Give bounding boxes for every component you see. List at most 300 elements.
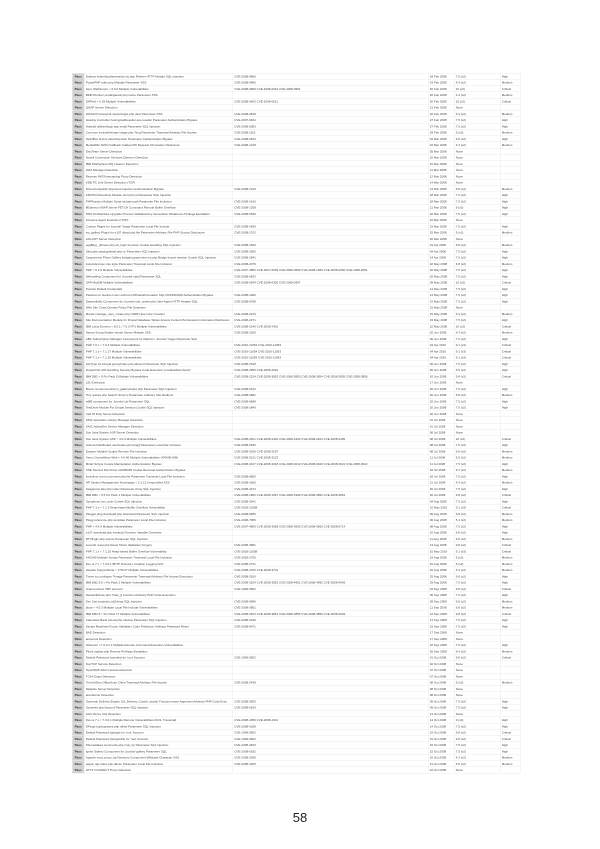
cve-list: CVE-2008-6122	[233, 386, 429, 392]
table-row	[72, 767, 520, 773]
cve-list: CVE-2008-2840	[233, 404, 429, 410]
cvss-score: 6.8 (v2)	[454, 136, 500, 142]
cve-list: CVE-2018-11058	[233, 504, 429, 510]
severity: High	[500, 404, 520, 410]
cvss-score: None	[454, 686, 500, 692]
published-date: 10 Mar 2008	[428, 161, 454, 167]
status-badge: Pass	[72, 648, 84, 654]
published-date: 10 May 2019	[428, 548, 454, 554]
published-date: 05 Mar 2008	[428, 148, 454, 154]
status-badge: Pass	[72, 473, 84, 479]
severity: Medium	[500, 129, 520, 135]
plugin-name: TestDrive Module For Drupal Session Cookie SQL Injection	[84, 404, 233, 410]
cve-list: CVE-2008-2205	[233, 329, 429, 335]
cvss-score: 7.5 (v2)	[454, 704, 500, 710]
published-date: 02 May 2008	[428, 267, 454, 273]
plugin-name: PowerPHP rules.php Multiple Parameter XSS	[84, 79, 233, 85]
status-badge: Pass	[72, 411, 84, 417]
published-date: 07 Oct 2008	[428, 667, 454, 673]
cve-list: CVE-2008-4050 CVE-2008-4441	[233, 717, 429, 723]
status-badge: Pass	[72, 723, 84, 729]
cvss-score: 7.5 (v2)	[454, 723, 500, 729]
status-badge: Pass	[72, 86, 84, 92]
plugin-name: Datasite Server Detection	[84, 686, 233, 692]
published-date: 01 Apr 2008	[428, 242, 454, 248]
status-badge: Pass	[72, 623, 84, 629]
severity: Medium	[500, 479, 520, 485]
published-date: 11 Mar 2008	[428, 167, 454, 173]
cvss-score: 7.5 (v2)	[454, 73, 500, 79]
published-date: 12 Mar 2008	[428, 173, 454, 179]
published-date: 11 Aug 2008	[428, 536, 454, 542]
plugin-name: Joomla! reset.php Reset Token Validation Forgery	[84, 542, 233, 548]
published-date: 18 Mar 2008	[428, 192, 454, 198]
published-date: 19 Feb 2008	[428, 79, 454, 85]
plugin-name: IBM WebSphere MQ Listener Detection	[84, 161, 233, 167]
cve-list: CVE-2008-1318	[233, 142, 429, 148]
plugin-name: eggBlog _lib/user.php eb_login Function Cookie Handling SQL Injection	[84, 242, 233, 248]
plugin-name: Zen-ui 7.x < 7.3.0.1 Multiple Remote Vulnerabilities (DoS, Traversal)	[84, 717, 233, 723]
plugin-name: Plogg reference.php template Parameter Local File Inclusion	[84, 517, 233, 523]
severity: High	[500, 254, 520, 260]
cve-list: CVE-2008-2618	[233, 361, 429, 367]
cve-list: CVE-2008-2276	[233, 311, 429, 317]
plugin-name: Unaccounted: XBX account	[84, 586, 233, 592]
published-date: 21 Jul 2008	[428, 479, 454, 485]
plugin-name: Openedu Delivery Engine OA_Delivery_Cache_store() Function name Argument Arbitrary PHP Code Exec	[84, 698, 233, 704]
status-badge: Pass	[72, 698, 84, 704]
published-date: 09 Sep 2008	[428, 598, 454, 604]
cvss-score: 7.5 (v2)	[454, 298, 500, 304]
plugin-name: OpenNMS Web Console Detection	[84, 667, 233, 673]
cve-list: CVE-2008-2154 CVE-2008-3852 CVE-2008-3853 CVE-2008-3854 CVE-2008-3855 CVE-2008-3856	[233, 373, 429, 379]
published-date: 27 Feb 2008	[428, 123, 454, 129]
page-number: 58	[292, 810, 308, 825]
published-date: 25 Aug 2008	[428, 573, 454, 579]
severity: High	[500, 498, 520, 504]
published-date: 19 May 2008	[428, 317, 454, 323]
status-badge: Pass	[72, 111, 84, 117]
cve-list: CVE-2008-6183	[233, 704, 429, 710]
plugin-name: Mantis manage_user_create.php CSRF New User Creation	[84, 311, 233, 317]
severity: High	[500, 473, 520, 479]
plugin-name: SNIC Aptivation Library Manager Detection	[84, 417, 233, 423]
cvss-score: None	[454, 629, 500, 635]
cve-list: CVE-2008-3154 CVE-2008-3854 CVE-2008-3855 CVE-2008-3856 CVE-2008-4993	[233, 611, 429, 617]
published-date: 04 Aug 2008	[428, 498, 454, 504]
cvss-score: 5 (v2)	[454, 229, 500, 235]
plugin-name: IBM Lotus Domino < 8.0.1 / 7.0.3 FP1 Multiple Vulnerabilities	[84, 323, 233, 329]
published-date: 04 Apr 2016	[428, 342, 454, 348]
cve-list	[233, 767, 429, 773]
severity: Critical	[500, 736, 520, 742]
severity: High	[500, 198, 520, 204]
published-date: 14 May 2008	[428, 286, 454, 292]
cvss-score: 7.5 (v2)	[454, 748, 500, 754]
cvss-score: 7.5 (v2)	[454, 361, 500, 367]
status-badge: Pass	[72, 404, 84, 410]
status-badge: Pass	[72, 636, 84, 642]
published-date: 14 Mar 2008	[428, 179, 454, 185]
status-badge: Pass	[72, 479, 84, 485]
plugin-name: CSE Second File Driver C0000005 Cookie Reversal Authentication Bypass	[84, 467, 233, 473]
plugin-name: Nanus Snoop/Snake minute Server Multiple XSS	[84, 329, 233, 335]
cvss-score: 6.5 (v2)	[454, 367, 500, 373]
cvss-score: 4.3 (v2)	[454, 79, 500, 85]
severity: Medium	[500, 392, 520, 398]
severity: Medium	[500, 242, 520, 248]
published-date: 14 May 2008	[428, 292, 454, 298]
severity: High	[500, 617, 520, 623]
plugin-name: Simple Machines Forum Validation Code Prediction Arbitrary Password Reset	[84, 623, 233, 629]
published-date: 14 Apr 2008	[428, 254, 454, 260]
plugin-name: e107 download.php extract() Function Variable Overwrite	[84, 529, 233, 535]
cve-list: CVE-2016-11054 CVE-2016-11053	[233, 348, 429, 354]
status-badge: Pass	[72, 423, 84, 429]
plugin-name: Peeknet on Gentoo Linux /etc/conf.d/Peekd/incovation SQL PASSWORD Authentication Bypass	[84, 292, 233, 298]
plugin-name: PHP < 4.4.9 Multiple Vulnerabilities	[84, 523, 233, 529]
published-date: 27 Feb 2008	[428, 117, 454, 123]
published-date: 07 Oct 2008	[428, 673, 454, 679]
plugin-name: HP System Management Homepage < 2.1.12 Unspecified XSS	[84, 479, 233, 485]
cvss-score: 6.8 (v2)	[454, 536, 500, 542]
plugin-name: my_gallery Plugin for e107 dload.php file Parameter Arbitrary File PHP Source Disclosure	[84, 229, 233, 235]
cvss-score: 7.5 (v2)	[454, 223, 500, 229]
plugin-name: Opnerlex.php barcord Parameter SQL Injection	[84, 704, 233, 710]
severity: High	[500, 398, 520, 404]
plugin-name: Plugget plug download.php download Parameter SQL Injection	[84, 511, 233, 517]
plugin-name: Webcalling Component for Joomla! catid Parameter SQL	[84, 273, 233, 279]
plugin-name: RTV/login.php scanto Parameter SQL Injection	[84, 536, 233, 542]
plugin-name: AGU Demo CGI Detection	[84, 711, 233, 717]
published-date: 18 Feb 2008	[428, 73, 454, 79]
cvss-score: 9.8 (v2)	[454, 736, 500, 742]
cvss-score: 6.8 (v2)	[454, 186, 500, 192]
cve-list: CVE-2008-0244 CVE-2008-0306 CVE-2008-0307	[233, 279, 429, 285]
published-date: 09 Oct 2008	[428, 698, 454, 704]
plugin-name: pappo rap index.php album Parameter Local File Inclusion	[84, 761, 233, 767]
cve-list: CVE-2008-3121 CVE-2008-3122	[233, 454, 429, 460]
severity: High	[500, 486, 520, 492]
published-date: 09 May 2008	[428, 279, 454, 285]
published-date: 22 Aug 2008	[428, 561, 454, 567]
status-badge: Pass	[72, 373, 84, 379]
severity: Medium	[500, 511, 520, 517]
published-date: 18 Mar 2008	[428, 198, 454, 204]
published-date: 17 Sep 2008	[428, 636, 454, 642]
plugin-name: Web Site Cross Domain Policy File Detection	[84, 304, 233, 310]
severity: Medium	[500, 536, 520, 542]
plugin-name: SNIC AptivaDev Device Manager Detection	[84, 423, 233, 429]
cvss-score: 5 (v2)	[454, 129, 500, 135]
cvss-score: 6.8 (v2)	[454, 604, 500, 610]
severity: Critical	[500, 542, 520, 548]
published-date: 11 Jul 2008	[428, 461, 454, 467]
cvss-score: 4.3 (v2)	[454, 311, 500, 317]
plugin-name: Reverse NAT/Intercepting Proxy Detection	[84, 173, 233, 179]
plugin-name: autounus Detection	[84, 636, 233, 642]
cve-list: CVE-2008-6338	[233, 298, 429, 304]
status-badge: Pass	[72, 211, 84, 217]
severity: High	[500, 698, 520, 704]
published-date: 19 Aug 2008	[428, 554, 454, 560]
plugin-name: TCIH Drupe Detection	[84, 673, 233, 679]
cve-list: CVE-2008-2076	[233, 261, 429, 267]
published-date: 22 Feb 2008	[428, 111, 454, 117]
severity: High	[500, 717, 520, 723]
cve-list: CVE-2008-0653 CVE-2008-0611	[233, 98, 429, 104]
status-badge: Pass	[72, 342, 84, 348]
status-badge: Pass	[72, 179, 84, 185]
severity: Critical	[500, 348, 520, 354]
published-date: 15 Oct 2008	[428, 742, 454, 748]
cvss-score: 7.5 (v2)	[454, 461, 500, 467]
status-badge: Pass	[72, 148, 84, 154]
severity: Medium	[500, 679, 520, 685]
cve-list: CVE-2008-2655 CVE-2008-2646	[233, 367, 429, 373]
cvss-score: None	[454, 379, 500, 385]
published-date: 04 Mar 2008	[428, 136, 454, 142]
cve-list: CVE-2007-4850 CVE-2008-3658 CVE-2008-3659 CVE-2008-3660 CVE-2008-5714	[233, 523, 429, 529]
plugin-name: ABC Subscription Manager Component for Mambo / Joomla! ?page Parameter SQL	[84, 336, 233, 342]
cve-list: CVE-2007-4850 CVE-2007-6039 CVE-2008-0599 CVE-2008-1384 CVE-2008-2050 CVE-2008-2051	[233, 267, 429, 273]
published-date: 06 Aug 2008	[428, 517, 454, 523]
plugin-name: Arcserve Agent Detection (TCP)	[84, 217, 233, 223]
cve-list: CVE-2008-7065	[233, 517, 429, 523]
status-badge: Pass	[72, 442, 84, 448]
severity: High	[500, 204, 520, 210]
published-date: 26 Mar 2008	[428, 236, 454, 242]
status-badge: Pass	[72, 492, 84, 498]
status-badge: Pass	[72, 504, 84, 510]
cvss-score: None	[454, 636, 500, 642]
published-date: 26 Sep 2008	[428, 648, 454, 654]
published-date: 30 Jul 2008	[428, 492, 454, 498]
status-badge: Pass	[72, 461, 84, 467]
cvss-score: None	[454, 104, 500, 110]
cvss-score: None	[454, 692, 500, 698]
published-date: 14 Mar 2008	[428, 186, 454, 192]
status-badge: Pass	[72, 73, 84, 79]
published-date: 20 Feb 2008	[428, 98, 454, 104]
published-date: 22 Aug 2008	[428, 567, 454, 573]
plugin-name: IBM DB2 9 < Fix Pack 17 Multiple Vulnerabilities	[84, 611, 233, 617]
published-date: 15 Oct 2008	[428, 729, 454, 735]
cvss-score: 6.4 (v2)	[454, 648, 500, 654]
status-badge: Pass	[72, 448, 84, 454]
published-date: 22 Mar 2008	[428, 217, 454, 223]
cvss-score: None	[454, 217, 500, 223]
plugin-name: DiscTeam Server Detection	[84, 148, 233, 154]
plugin-name: IBM DB2 < 9.5 Fix Pack 1 Multiple Vulnerabilities	[84, 492, 233, 498]
plugin-name: IBM DB2 < 9 Fix Pack 5 Multiple Vulnerabilities	[84, 373, 233, 379]
plugin-name: Novell Connection Services Daemon Detection	[84, 154, 233, 160]
cvss-score: 5.1 (v2)	[454, 467, 500, 473]
cve-list: CVE-2008-1850	[233, 248, 429, 254]
cvss-score: 4.3 (v2)	[454, 142, 500, 148]
plugin-name: Zen Cart products_id[] Array SQL Injection	[84, 598, 233, 604]
cve-list: CVE-2008-6688	[233, 398, 429, 404]
plugin-name: Bosco /components/com_gallery/index.php Parameter SQL Injection	[84, 386, 233, 392]
published-date: 11 Sep 2008	[428, 604, 454, 610]
cvss-score: 7.5 (v2)	[454, 473, 500, 479]
cvss-score: 7.5 (v2)	[454, 642, 500, 648]
severity: Critical	[500, 654, 520, 660]
status-badge: Pass	[72, 267, 84, 273]
status-badge: Pass	[72, 767, 84, 773]
severity: Critical	[500, 611, 520, 617]
published-date: 08 Oct 2008	[428, 679, 454, 685]
published-date: 22 Oct 2008	[428, 767, 454, 773]
cve-list: CVE-2008-1702	[233, 229, 429, 235]
status-badge: Pass	[72, 348, 84, 354]
cve-list: CVE-2008-3041	[233, 498, 429, 504]
severity: Critical	[500, 342, 520, 348]
status-badge: Pass	[72, 398, 84, 404]
cvss-score: 6.8 (v2)	[454, 598, 500, 604]
published-date: 12 Sep 2008	[428, 611, 454, 617]
status-badge: Pass	[72, 223, 84, 229]
cvss-score: 7.5 (v2)	[454, 386, 500, 392]
published-date: 18 Jul 2008	[428, 473, 454, 479]
cvss-score: 9.1 (v3)	[454, 354, 500, 360]
status-badge: Pass	[72, 629, 84, 635]
cvss-score: 7.5 (v2)	[454, 123, 500, 129]
cvss-score: 7.5 (v2)	[454, 248, 500, 254]
published-date: 17 Sep 2008	[428, 629, 454, 635]
status-badge: Pass	[72, 98, 84, 104]
cvss-score: 4.3 (v2)	[454, 567, 500, 573]
status-badge: Pass	[72, 317, 84, 323]
cve-list: CVE-2008-3833	[233, 698, 429, 704]
cvss-score: 6.5 (v2)	[454, 454, 500, 460]
status-badge: Pass	[72, 704, 84, 710]
published-date: 08 Aug 2008	[428, 523, 454, 529]
cvss-score: 7.5 (v2)	[454, 198, 500, 204]
plugin-name: KDCPC/Ordershop Module print.php id Parameter SQL Injection	[84, 192, 233, 198]
status-badge: Pass	[72, 711, 84, 717]
cvss-score: 5.1 (v2)	[454, 517, 500, 523]
severity: High	[500, 442, 520, 448]
severity: Critical	[500, 436, 520, 442]
published-date: 22 Sep 2008	[428, 642, 454, 648]
severity: Critical	[500, 729, 520, 735]
published-date: 29 Aug 2008	[428, 579, 454, 585]
status-badge: Pass	[72, 598, 84, 604]
published-date: 20 Feb 2008	[428, 92, 454, 98]
cve-list: CVE-2008-0083	[233, 123, 429, 129]
severity: High	[500, 386, 520, 392]
plugin-name: MediaWiki JSON Callback Crafted API Request Information Disclosure	[84, 142, 233, 148]
cvss-score: None	[454, 423, 500, 429]
status-badge: Pass	[72, 548, 84, 554]
status-badge: Pass	[72, 454, 84, 460]
cvss-score: 7.5 (v2)	[454, 623, 500, 629]
severity	[500, 767, 520, 773]
severity: Medium	[500, 454, 520, 460]
severity: High	[500, 579, 520, 585]
severity: High	[500, 273, 520, 279]
status-badge: Pass	[72, 261, 84, 267]
cve-list: CVE-2008-1626	[233, 242, 429, 248]
published-date: 15 Oct 2008	[428, 748, 454, 754]
status-badge: Pass	[72, 304, 84, 310]
cvss-score: 5 (v2)	[454, 561, 500, 567]
published-date: 18 Jul 2008	[428, 467, 454, 473]
cvss-score: 9.8 (v2)	[454, 373, 500, 379]
published-date: 04 Mar 2008	[428, 142, 454, 148]
status-badge: Pass	[72, 654, 84, 660]
cve-list: CVE-2008-6971	[233, 623, 429, 629]
published-date: 15 Sep 2008	[428, 623, 454, 629]
cvss-score: 10 (v2)	[454, 323, 500, 329]
plugin-name: DNN DotNetNuke Upgrade Process ValidationKey Generation Weakness Privilege Escalation	[84, 211, 233, 217]
plugin-name: mBB component for Joomla! cid Parameter SQL	[84, 398, 233, 404]
status-badge: Pass	[72, 529, 84, 535]
status-badge: Pass	[72, 561, 84, 567]
severity: Medium	[500, 754, 520, 760]
cve-list: CVE-2008-0860	[233, 73, 429, 79]
plugin-name: Custom Pages for Joomla! ?page Parameter Local File Include	[84, 223, 233, 229]
severity: High	[500, 361, 520, 367]
published-date: 14 Sep 2008	[428, 617, 454, 623]
plugin-name: AHCMS Multiple Scripts Parameter Traversal Local File Inclusion	[84, 554, 233, 560]
cvss-score: 7.5 (v2)	[454, 317, 500, 323]
status-badge: Pass	[72, 467, 84, 473]
cvss-score: 6.8 (v2)	[454, 761, 500, 767]
plugin-name: pluck < 4.5.3 Multiple Local File Include Vulnerabilities	[84, 604, 233, 610]
published-date: 14 Oct 2008	[428, 717, 454, 723]
severity: High	[500, 723, 520, 729]
plugin-name: KDB PC Link Server Detection (TCP)	[84, 179, 233, 185]
severity: Critical	[500, 504, 520, 510]
cve-list: CVE-2008-1459	[233, 223, 429, 229]
cve-list: CVE-2008-6182	[233, 748, 429, 754]
status-badge: Pass	[72, 161, 84, 167]
status-badge: Pass	[72, 329, 84, 335]
status-badge: Pass	[72, 573, 84, 579]
status-badge: Pass	[72, 692, 84, 698]
severity: Medium	[500, 261, 520, 267]
severity: Medium	[500, 186, 520, 192]
published-date: 10 Jun 2008	[428, 373, 454, 379]
cvss-score: 6.8 (v2)	[454, 529, 500, 535]
severity: Medium	[500, 92, 520, 98]
published-date: 14 Oct 2008	[428, 723, 454, 729]
cvss-score: 7.5 (v2)	[454, 442, 500, 448]
severity: Medium	[500, 142, 520, 148]
cvss-score: 7.5 (v2)	[454, 267, 500, 273]
cve-list: CVE-2008-3017 CVE-2008-3018 CVE-2008-3019 CVE-2008-3020 CVE-2008-3021 CVE-2008-3022	[233, 461, 429, 467]
plugin-name: Drayton Multiple Scripts Remote File Inclusion	[84, 448, 233, 454]
plugin-name: Autoindex/use Use style Parameter Traversal Local File Inclusion	[84, 261, 233, 267]
plugin-name: DOSAll Framework views/single.php dest Parameter XSS	[84, 111, 233, 117]
severity: High	[500, 317, 520, 323]
cvss-score: None	[454, 411, 500, 417]
severity: Medium	[500, 567, 520, 573]
status-badge: Pass	[72, 286, 84, 292]
severity: Medium	[500, 229, 520, 235]
plugin-name: Thrive ico.configure ?image Parameter Traversal Arbitrary File Access Execution	[84, 573, 233, 579]
plugin-name: Plunk update.php Remote Privilege Escalation	[84, 648, 233, 654]
cve-list: CVE-2008-2939	[233, 754, 429, 760]
cve-list: CVE-2008-3681	[233, 542, 429, 548]
status-badge: Pass	[72, 761, 84, 767]
cve-list: CVE-2008-0969 CVE-2008-0916 CVE-2008-0951	[233, 86, 429, 92]
severity: High	[500, 73, 520, 79]
status-badge: Pass	[72, 217, 84, 223]
cve-list: CVE-2016-11054 CVE-2016-11053	[233, 354, 429, 360]
